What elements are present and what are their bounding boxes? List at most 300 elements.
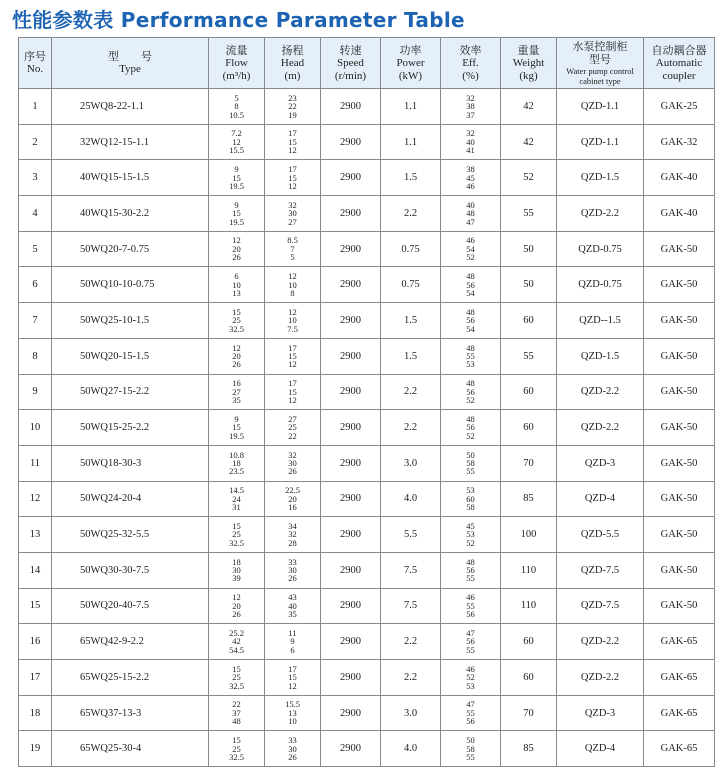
cell-model: 50WQ20-15-1.5: [52, 338, 209, 374]
cell-flow-value: 39: [232, 573, 241, 584]
cell-cabinet: QZD-2.2: [557, 660, 644, 696]
cell-cabinet: QZD-7.5: [557, 588, 644, 624]
cell-eff-value: 52: [466, 395, 475, 406]
cell-head-value: 30: [288, 565, 297, 576]
cell-coupler: GAK-50: [644, 588, 715, 624]
cell-no: 9: [19, 374, 52, 410]
cell-eff: [441, 552, 501, 588]
cell-eff: [441, 267, 501, 303]
cell-cabinet: QZD-1.1: [557, 124, 644, 160]
col-header-power: [381, 38, 441, 89]
col-header-weight: [501, 38, 557, 89]
cell-no: 11: [19, 445, 52, 481]
cell-flow-value: 25: [232, 743, 241, 754]
cell-flow: [209, 660, 265, 696]
cell-head-value: 12: [288, 680, 297, 691]
cell-flow-value: 15: [232, 306, 241, 317]
cell-speed: 2900: [321, 160, 381, 196]
header-flow-zh: 流量: [225, 43, 248, 57]
cell-speed: 2900: [321, 338, 381, 374]
cell-weight: 110: [501, 588, 557, 624]
cell-power: 7.5: [381, 588, 441, 624]
cell-head-value: 16: [288, 502, 297, 513]
table-row: [19, 552, 715, 588]
cell-flow: [209, 160, 265, 196]
cell-eff-value: 41: [466, 145, 475, 156]
cell-speed: 2900: [321, 481, 381, 517]
cell-weight: 60: [501, 410, 557, 446]
cell-flow-value: 20: [232, 600, 241, 611]
cell-model: 40WQ15-30-2.2: [52, 196, 209, 232]
cell-power: 4.0: [381, 481, 441, 517]
cell-weight: 42: [501, 89, 557, 125]
cell-eff-value: 46: [466, 663, 475, 674]
cell-power: 2.2: [381, 196, 441, 232]
cell-head-value: 33: [288, 556, 297, 567]
cell-power: 1.1: [381, 124, 441, 160]
cell-flow-value: 16: [232, 378, 241, 389]
cell-flow-value: 15: [232, 663, 241, 674]
cell-weight: 70: [501, 445, 557, 481]
cell-head-value: 15.5: [285, 699, 300, 710]
cell-eff: [441, 231, 501, 267]
cell-eff-value: 48: [466, 342, 475, 353]
cell-speed: 2900: [321, 660, 381, 696]
cell-eff-value: 54: [466, 287, 475, 298]
cell-eff-value: 37: [466, 109, 475, 120]
cell-eff-value: 48: [466, 378, 475, 389]
cell-cabinet: QZD-0.75: [557, 231, 644, 267]
cell-weight: 70: [501, 695, 557, 731]
cell-head: [265, 588, 321, 624]
header-model-en: Type: [119, 63, 141, 75]
cell-flow-value: 10.5: [229, 109, 244, 120]
cell-flow-value: 37: [232, 707, 241, 718]
cell-flow-value: 6: [234, 271, 239, 282]
cell-weight: 55: [501, 196, 557, 232]
cell-speed: 2900: [321, 517, 381, 553]
cell-flow-value: 20: [232, 350, 241, 361]
header-cabinet-en2: cabinet type: [579, 76, 621, 86]
cell-flow-value: 9: [234, 199, 239, 210]
header-speed-en: Speed: [337, 56, 364, 69]
cell-weight: 110: [501, 552, 557, 588]
cell-head-value: 20: [288, 493, 297, 504]
cell-flow-value: 22: [232, 699, 241, 710]
cell-model: 65WQ37-13-3: [52, 695, 209, 731]
cell-model: 32WQ12-15-1.1: [52, 124, 209, 160]
cell-cabinet: QZD-3: [557, 695, 644, 731]
cell-eff-value: 53: [466, 529, 475, 540]
cell-head-value: 28: [288, 537, 297, 548]
cell-head: [265, 445, 321, 481]
col-header-model: [52, 38, 209, 89]
cell-flow-value: 7.2: [231, 128, 242, 139]
cell-head-value: 27: [288, 216, 297, 227]
cell-head-value: 17: [288, 663, 297, 674]
cell-head-value: 10: [288, 315, 297, 326]
cell-model: 65WQ42-9-2.2: [52, 624, 209, 660]
cell-coupler: GAK-65: [644, 660, 715, 696]
cell-weight: 60: [501, 374, 557, 410]
cell-eff-value: 52: [466, 252, 475, 263]
cell-flow: [209, 410, 265, 446]
cell-head-value: 22: [288, 430, 297, 441]
cell-speed: 2900: [321, 624, 381, 660]
table-row: [19, 267, 715, 303]
cell-flow: [209, 374, 265, 410]
cell-flow: [209, 89, 265, 125]
cell-model: 50WQ30-30-7.5: [52, 552, 209, 588]
cell-head-value: 32: [288, 529, 297, 540]
cell-flow: [209, 303, 265, 339]
cell-flow-value: 12: [232, 235, 241, 246]
cell-eff-value: 46: [466, 180, 475, 191]
cell-coupler: GAK-50: [644, 481, 715, 517]
cell-flow-value: 13: [232, 287, 241, 298]
header-cabinet-zh2: 型号: [589, 53, 611, 66]
cell-eff-value: 52: [466, 672, 475, 683]
cell-head-value: 15: [288, 172, 297, 183]
cell-head-value: 8.5: [287, 235, 298, 246]
cell-eff: [441, 588, 501, 624]
cell-head-value: 15: [288, 672, 297, 683]
cell-no: 12: [19, 481, 52, 517]
cell-no: 4: [19, 196, 52, 232]
cell-head-value: 12: [288, 145, 297, 156]
cell-eff: [441, 695, 501, 731]
header-coupler-en1: Automatic: [655, 56, 703, 69]
cell-flow-value: 31: [232, 502, 241, 513]
cell-head: [265, 517, 321, 553]
header-speed-unit: (r/min): [334, 69, 367, 82]
cell-speed: 2900: [321, 303, 381, 339]
cell-eff-value: 53: [466, 680, 475, 691]
cell-cabinet: QZD--1.5: [557, 303, 644, 339]
table-row: [19, 517, 715, 553]
cell-head-value: 32: [288, 199, 297, 210]
cell-eff-value: 48: [466, 271, 475, 282]
cell-speed: 2900: [321, 445, 381, 481]
cell-coupler: GAK-50: [644, 374, 715, 410]
cell-eff: [441, 303, 501, 339]
cell-speed: 2900: [321, 374, 381, 410]
cell-speed: 2900: [321, 124, 381, 160]
cell-head-value: 12: [288, 180, 297, 191]
table-row: [19, 695, 715, 731]
cell-cabinet: QZD-1.5: [557, 338, 644, 374]
cell-flow-value: 14.5: [229, 485, 244, 496]
cell-cabinet: QZD-2.2: [557, 374, 644, 410]
cell-eff-value: 56: [466, 422, 475, 433]
cell-weight: 50: [501, 231, 557, 267]
cell-eff-value: 54: [466, 243, 475, 254]
cell-eff-value: 38: [466, 101, 475, 112]
cell-eff-value: 40: [466, 199, 475, 210]
cell-eff-value: 60: [466, 493, 475, 504]
cell-weight: 50: [501, 267, 557, 303]
cell-flow-value: 48: [232, 716, 241, 727]
header-model-zh: 型 号: [108, 50, 152, 63]
cell-power: 1.5: [381, 160, 441, 196]
cell-flow-value: 5: [234, 92, 239, 103]
header-row: [19, 38, 715, 89]
cell-no: 8: [19, 338, 52, 374]
cell-no: 15: [19, 588, 52, 624]
cell-power: 7.5: [381, 552, 441, 588]
cell-flow: [209, 731, 265, 767]
cell-head: [265, 374, 321, 410]
cell-power: 4.0: [381, 731, 441, 767]
cell-head-value: 9: [290, 636, 295, 647]
cell-head-value: 35: [288, 609, 297, 620]
cell-flow-value: 9: [234, 164, 239, 175]
cell-no: 7: [19, 303, 52, 339]
cell-flow-value: 24: [232, 493, 241, 504]
cell-power: 2.2: [381, 374, 441, 410]
cell-head-value: 17: [288, 128, 297, 139]
cell-eff-value: 56: [466, 609, 475, 620]
cell-cabinet: QZD-5.5: [557, 517, 644, 553]
cell-eff-value: 48: [466, 556, 475, 567]
cell-weight: 60: [501, 660, 557, 696]
cell-eff: [441, 624, 501, 660]
cell-eff-value: 50: [466, 735, 475, 746]
cell-speed: 2900: [321, 196, 381, 232]
cell-head-value: 15: [288, 136, 297, 147]
cell-flow-value: 25: [232, 315, 241, 326]
header-head-unit: (m): [284, 69, 301, 82]
table-row: [19, 160, 715, 196]
cell-flow: [209, 695, 265, 731]
cell-flow-value: 26: [232, 359, 241, 370]
cell-eff-value: 56: [466, 716, 475, 727]
cell-eff-value: 32: [466, 92, 475, 103]
cell-flow-value: 12: [232, 342, 241, 353]
header-cabinet-zh1: 水泵控制柜: [572, 40, 628, 53]
cell-coupler: GAK-50: [644, 410, 715, 446]
cell-flow: [209, 338, 265, 374]
cell-cabinet: QZD-2.2: [557, 196, 644, 232]
cell-flow-value: 9: [234, 413, 239, 424]
cell-power: 1.5: [381, 303, 441, 339]
cell-weight: 60: [501, 624, 557, 660]
cell-head: [265, 624, 321, 660]
table-row: [19, 303, 715, 339]
cell-eff-value: 55: [466, 350, 475, 361]
cell-head: [265, 481, 321, 517]
col-header-coupler: [644, 38, 715, 89]
col-header-eff: [441, 38, 501, 89]
cell-coupler: GAK-50: [644, 267, 715, 303]
cell-speed: 2900: [321, 89, 381, 125]
cell-head-value: 34: [288, 520, 297, 531]
cell-flow-value: 42: [232, 636, 241, 647]
cell-head-value: 43: [288, 592, 297, 603]
header-power-en: Power: [396, 56, 425, 69]
cell-model: 50WQ20-7-0.75: [52, 231, 209, 267]
cell-head: [265, 303, 321, 339]
table-row: [19, 374, 715, 410]
cell-flow-value: 19.5: [229, 180, 244, 191]
cell-weight: 60: [501, 303, 557, 339]
header-flow-unit: (m³/h): [222, 69, 251, 82]
cell-flow-value: 25.2: [229, 628, 244, 639]
cell-flow: [209, 481, 265, 517]
cell-coupler: GAK-50: [644, 445, 715, 481]
cell-head-value: 7.5: [287, 323, 298, 334]
cell-head-value: 30: [288, 458, 297, 469]
cell-eff-value: 53: [466, 359, 475, 370]
cell-head-value: 10: [288, 716, 297, 727]
cell-head-value: 13: [288, 707, 297, 718]
cell-eff-value: 53: [466, 485, 475, 496]
cell-model: 50WQ10-10-0.75: [52, 267, 209, 303]
cell-flow-value: 15: [232, 735, 241, 746]
cell-model: 50WQ15-25-2.2: [52, 410, 209, 446]
cell-flow: [209, 267, 265, 303]
cell-eff: [441, 410, 501, 446]
cell-flow-value: 18: [232, 556, 241, 567]
table-row: [19, 338, 715, 374]
cell-eff-value: 47: [466, 628, 475, 639]
cell-cabinet: QZD-3: [557, 445, 644, 481]
header-coupler-zh: 自动耦合器: [651, 43, 707, 57]
cell-coupler: GAK-65: [644, 731, 715, 767]
cell-flow-value: 19.5: [229, 430, 244, 441]
cell-flow-value: 26: [232, 252, 241, 263]
col-header-speed: [321, 38, 381, 89]
cell-eff-value: 55: [466, 466, 475, 477]
cell-model: 50WQ18-30-3: [52, 445, 209, 481]
cell-model: 50WQ24-20-4: [52, 481, 209, 517]
cell-flow: [209, 231, 265, 267]
table-row: [19, 660, 715, 696]
cell-power: 3.0: [381, 695, 441, 731]
cell-coupler: GAK-25: [644, 89, 715, 125]
cell-eff: [441, 374, 501, 410]
cell-power: 0.75: [381, 267, 441, 303]
cell-flow: [209, 124, 265, 160]
cell-flow-value: 54.5: [229, 644, 244, 655]
cell-eff: [441, 517, 501, 553]
cell-head-value: 15: [288, 386, 297, 397]
cell-flow-value: 10: [232, 279, 241, 290]
table-row: [19, 410, 715, 446]
cell-flow-value: 10.8: [229, 449, 244, 460]
cell-head-value: 12: [288, 359, 297, 370]
cell-coupler: GAK-50: [644, 552, 715, 588]
cell-flow-value: 32.5: [229, 751, 244, 762]
cell-flow-value: 12: [232, 136, 241, 147]
cell-eff-value: 32: [466, 128, 475, 139]
header-head-en: Head: [280, 56, 305, 69]
cell-eff-value: 55: [466, 751, 475, 762]
cell-flow-value: 27: [232, 386, 241, 397]
cell-no: 19: [19, 731, 52, 767]
header-weight-unit: (kg): [519, 69, 538, 82]
header-cabinet-en1: Water pump control: [566, 66, 634, 76]
cell-flow-value: 25: [232, 672, 241, 683]
cell-flow-value: 15: [232, 520, 241, 531]
table-row: [19, 196, 715, 232]
header-speed-zh: 转速: [339, 43, 362, 57]
cell-head-value: 7: [290, 243, 295, 254]
cell-no: 13: [19, 517, 52, 553]
cell-weight: 100: [501, 517, 557, 553]
cell-weight: 52: [501, 160, 557, 196]
header-no-en: No.: [26, 63, 44, 75]
cell-power: 2.2: [381, 660, 441, 696]
cell-speed: 2900: [321, 588, 381, 624]
cell-flow-value: 12: [232, 592, 241, 603]
cell-head-value: 12: [288, 395, 297, 406]
performance-table: [18, 37, 715, 767]
cell-speed: 2900: [321, 410, 381, 446]
cell-flow-value: 32.5: [229, 323, 244, 334]
header-eff-en: Eff.: [462, 56, 479, 69]
cell-speed: 2900: [321, 731, 381, 767]
table-row: [19, 624, 715, 660]
cell-model: 50WQ25-32-5.5: [52, 517, 209, 553]
cell-eff-value: 55: [466, 600, 475, 611]
cell-eff: [441, 338, 501, 374]
cell-head-value: 27: [288, 413, 297, 424]
cell-flow-value: 15: [232, 172, 241, 183]
cell-eff-value: 52: [466, 430, 475, 441]
cell-no: 10: [19, 410, 52, 446]
cell-cabinet: QZD-4: [557, 731, 644, 767]
cell-eff-value: 47: [466, 699, 475, 710]
cell-head: [265, 660, 321, 696]
cell-head-value: 26: [288, 573, 297, 584]
cell-head-value: 8: [290, 287, 295, 298]
cell-flow: [209, 517, 265, 553]
cell-head: [265, 160, 321, 196]
cell-no: 1: [19, 89, 52, 125]
header-eff-zh: 效率: [459, 43, 482, 57]
table-row: [19, 231, 715, 267]
cell-eff-value: 48: [466, 413, 475, 424]
cell-eff-value: 48: [466, 306, 475, 317]
cell-head-value: 30: [288, 743, 297, 754]
table-body: [19, 89, 715, 767]
cell-eff-value: 45: [466, 172, 475, 183]
cell-coupler: GAK-50: [644, 231, 715, 267]
cell-head-value: 33: [288, 735, 297, 746]
cell-eff: [441, 731, 501, 767]
table-row: [19, 445, 715, 481]
cell-eff-value: 56: [466, 636, 475, 647]
cell-head-value: 15: [288, 350, 297, 361]
cell-eff-value: 58: [466, 458, 475, 469]
cell-flow-value: 20: [232, 243, 241, 254]
cell-head-value: 10: [288, 279, 297, 290]
cell-eff: [441, 124, 501, 160]
cell-eff: [441, 445, 501, 481]
cell-coupler: GAK-50: [644, 517, 715, 553]
cell-weight: 42: [501, 124, 557, 160]
header-flow-en: Flow: [225, 56, 248, 69]
col-header-head: [265, 38, 321, 89]
cell-head: [265, 124, 321, 160]
cell-coupler: GAK-40: [644, 196, 715, 232]
cell-eff-value: 46: [466, 235, 475, 246]
cell-model: 65WQ25-15-2.2: [52, 660, 209, 696]
cell-head: [265, 731, 321, 767]
cell-model: 50WQ25-10-1.5: [52, 303, 209, 339]
table-row: [19, 89, 715, 125]
